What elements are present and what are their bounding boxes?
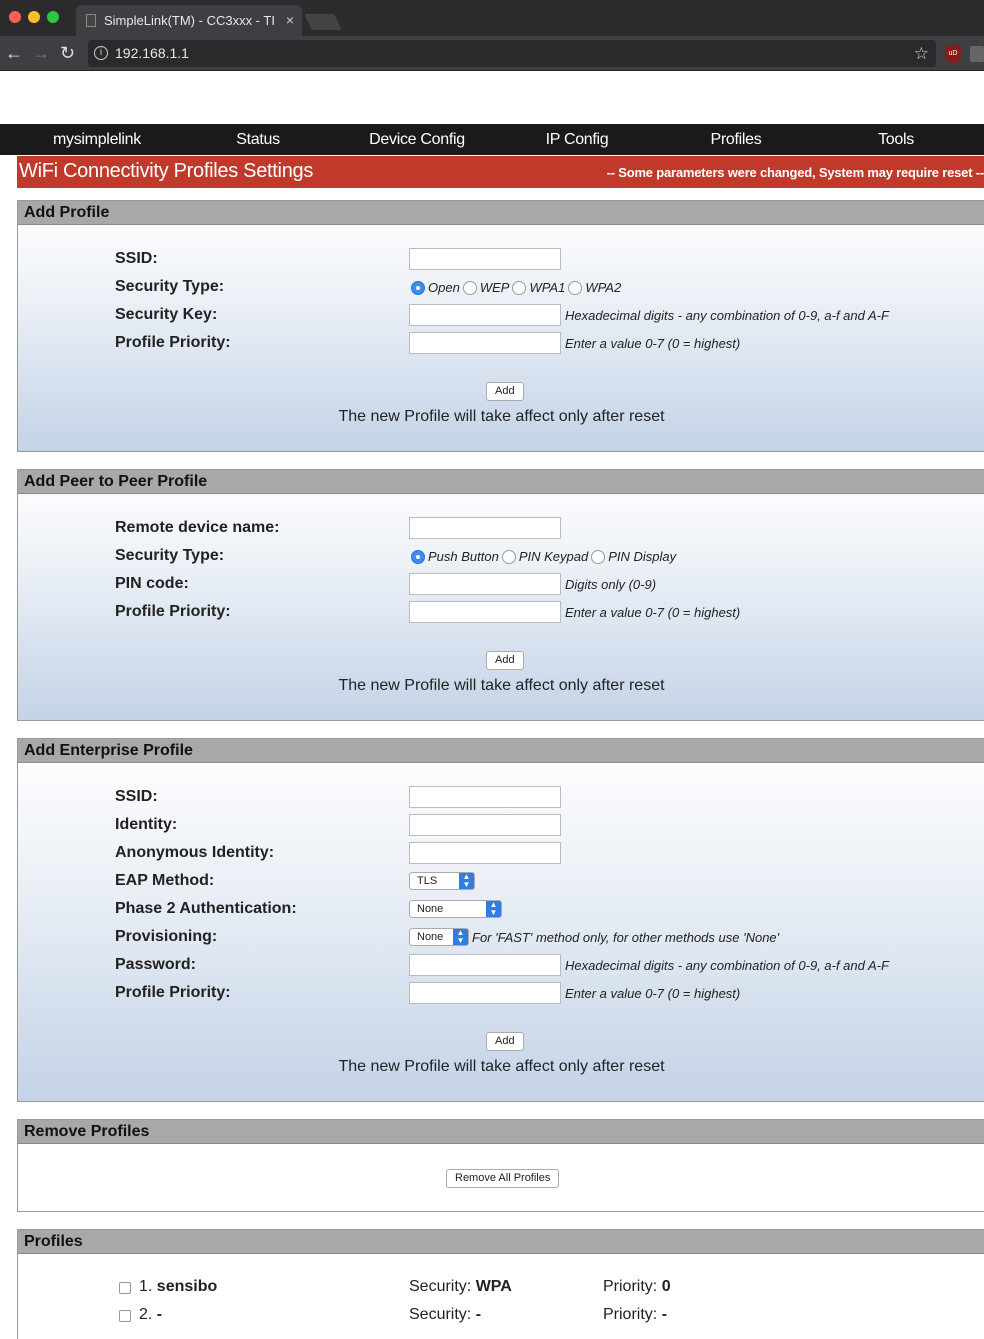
- select-arrows-icon: ▲ ▼: [486, 901, 501, 917]
- profile-priority-hint: Enter a value 0-7 (0 = highest): [565, 986, 741, 1001]
- radio-label: WPA1: [529, 280, 566, 295]
- pin-code-input[interactable]: [409, 573, 561, 595]
- provisioning-hint: For 'FAST' method only, for other methods use 'None': [472, 930, 780, 945]
- reset-note: The new Profile will take affect only after reset: [338, 408, 665, 425]
- remote-device-name-input[interactable]: [409, 517, 561, 539]
- radio-label: PIN Display: [608, 549, 677, 564]
- pin-code-label: PIN code:: [115, 575, 189, 592]
- page-title: WiFi Connectivity Profiles Settings: [19, 160, 314, 182]
- pin-code-hint: Digits only (0-9): [565, 577, 657, 592]
- info-icon[interactable]: i: [94, 46, 108, 60]
- profile-priority-input[interactable]: [409, 601, 561, 623]
- extension-icon[interactable]: [970, 46, 984, 62]
- profile-row: [18, 1304, 984, 1328]
- phase2-auth-label: Phase 2 Authentication:: [115, 900, 297, 917]
- section-header: Remove Profiles: [18, 1120, 984, 1144]
- section-header: Add Enterprise Profile: [18, 739, 984, 763]
- window-minimize-button[interactable]: [28, 11, 40, 23]
- profile-checkbox[interactable]: [119, 1282, 131, 1294]
- reset-note: The new Profile will take affect only after reset: [338, 677, 665, 694]
- identity-label: Identity:: [115, 816, 178, 833]
- reload-icon[interactable]: ↻: [60, 43, 76, 63]
- radio-wpa1[interactable]: [512, 281, 526, 295]
- profile-priority-label: Profile Priority:: [115, 984, 231, 1001]
- identity-input[interactable]: [409, 814, 561, 836]
- address-bar[interactable]: [88, 40, 936, 67]
- profile-priority-label: Profile Priority:: [115, 603, 231, 620]
- window-zoom-button[interactable]: [47, 11, 59, 23]
- security-type-radios: [411, 280, 624, 295]
- add-p2p-profile-section: [17, 469, 984, 721]
- eap-method-select[interactable]: [409, 872, 475, 890]
- provisioning-select[interactable]: [409, 928, 469, 946]
- add-profile-button[interactable]: Add: [486, 382, 524, 401]
- security-type-label: Security Type:: [115, 278, 225, 295]
- radio-label: PIN Keypad: [518, 549, 589, 564]
- radio-label: WEP: [479, 280, 510, 295]
- phase2-auth-select[interactable]: [409, 900, 502, 918]
- radio-open[interactable]: [411, 281, 425, 295]
- main-nav: [0, 124, 984, 155]
- add-p2p-button[interactable]: Add: [486, 651, 524, 670]
- radio-label: Open: [428, 280, 460, 295]
- section-header: Add Peer to Peer Profile: [18, 470, 984, 494]
- eap-method-label: EAP Method:: [115, 872, 215, 889]
- window-close-button[interactable]: [9, 11, 21, 23]
- profile-name: 1. sensibo: [139, 1278, 218, 1295]
- section-header: Add Profile: [18, 201, 984, 225]
- nav-ip-config[interactable]: IP Config: [545, 131, 609, 148]
- security-key-input[interactable]: [409, 304, 561, 326]
- add-enterprise-profile-section: [17, 738, 984, 1102]
- profile-checkbox[interactable]: [119, 1310, 131, 1322]
- profile-priority-input[interactable]: [409, 332, 561, 354]
- password-label: Password:: [115, 956, 196, 973]
- add-profile-section: [17, 200, 984, 452]
- radio-label: WPA2: [585, 280, 622, 295]
- page-banner: [17, 156, 984, 188]
- profile-priority-label: Profile Priority:: [115, 334, 231, 351]
- page-icon: [86, 14, 96, 27]
- tab-close-icon[interactable]: ×: [285, 12, 294, 28]
- add-enterprise-button[interactable]: Add: [486, 1032, 524, 1051]
- ssid-label: SSID:: [115, 788, 158, 805]
- p2p-security-radios: [411, 549, 679, 564]
- security-key-label: Security Key:: [115, 306, 218, 323]
- anonymous-identity-label: Anonymous Identity:: [115, 844, 275, 861]
- profile-priority: Priority: 0: [603, 1278, 671, 1295]
- browser-toolbar: [0, 36, 984, 71]
- profile-row: [18, 1276, 984, 1300]
- ssid-label: SSID:: [115, 250, 158, 267]
- profile-priority: Priority: -: [603, 1306, 668, 1323]
- profiles-section: [17, 1229, 984, 1339]
- remove-profiles-section: [17, 1119, 984, 1212]
- password-hint: Hexadecimal digits - any combination of 0-9, a-f and A-F: [565, 958, 889, 973]
- nav-status[interactable]: Status: [236, 131, 280, 148]
- profile-name: 2. -: [139, 1306, 163, 1323]
- tab-title: SimpleLink(TM) - CC3xxx - TI: [104, 13, 275, 28]
- remove-all-profiles-button[interactable]: Remove All Profiles: [446, 1169, 559, 1188]
- forward-icon[interactable]: →: [32, 43, 50, 63]
- radio-pin-keypad[interactable]: [502, 550, 516, 564]
- reset-warning: -- Some parameters were changed, System may require reset --: [606, 165, 984, 180]
- profile-priority-hint: Enter a value 0-7 (0 = highest): [565, 605, 741, 620]
- back-icon[interactable]: ←: [5, 43, 23, 63]
- profile-security: Security: WPA: [409, 1278, 512, 1295]
- nav-device-config[interactable]: Device Config: [369, 131, 465, 148]
- select-value: None: [417, 903, 444, 915]
- provisioning-label: Provisioning:: [115, 928, 218, 945]
- remote-device-name-label: Remote device name:: [115, 519, 280, 536]
- password-input[interactable]: [409, 954, 561, 976]
- ssid-input[interactable]: [409, 248, 561, 270]
- anonymous-identity-input[interactable]: [409, 842, 561, 864]
- bookmark-star-icon[interactable]: ☆: [913, 44, 929, 63]
- nav-tools[interactable]: Tools: [878, 131, 914, 148]
- radio-pin-display[interactable]: [591, 550, 605, 564]
- security-type-label: Security Type:: [115, 547, 225, 564]
- browser-titlebar: [0, 0, 984, 36]
- profile-priority-hint: Enter a value 0-7 (0 = highest): [565, 336, 741, 351]
- select-value: TLS: [417, 875, 438, 887]
- security-key-hint: Hexadecimal digits - any combination of 0-9, a-f and A-F: [565, 308, 889, 323]
- radio-wpa2[interactable]: [568, 281, 582, 295]
- select-arrows-icon: ▲ ▼: [453, 929, 468, 945]
- enterprise-ssid-input[interactable]: [409, 786, 561, 808]
- radio-label: Push Button: [428, 549, 499, 564]
- reset-note: The new Profile will take affect only after reset: [338, 1058, 665, 1075]
- radio-push-button[interactable]: [411, 550, 425, 564]
- section-header: Profiles: [18, 1230, 984, 1254]
- nav-profiles[interactable]: Profiles: [710, 131, 762, 148]
- profile-priority-input[interactable]: [409, 982, 561, 1004]
- new-tab-button[interactable]: [304, 14, 341, 30]
- select-arrows-icon: ▲ ▼: [459, 873, 474, 889]
- select-value: None: [417, 931, 444, 943]
- url-text: 192.168.1.1: [115, 45, 189, 61]
- nav-mysimplelink[interactable]: mysimplelink: [53, 131, 141, 148]
- radio-wep[interactable]: [463, 281, 477, 295]
- browser-tab[interactable]: [76, 5, 302, 36]
- profile-security: Security: -: [409, 1306, 482, 1323]
- ublock-extension-icon[interactable]: uD: [945, 45, 961, 63]
